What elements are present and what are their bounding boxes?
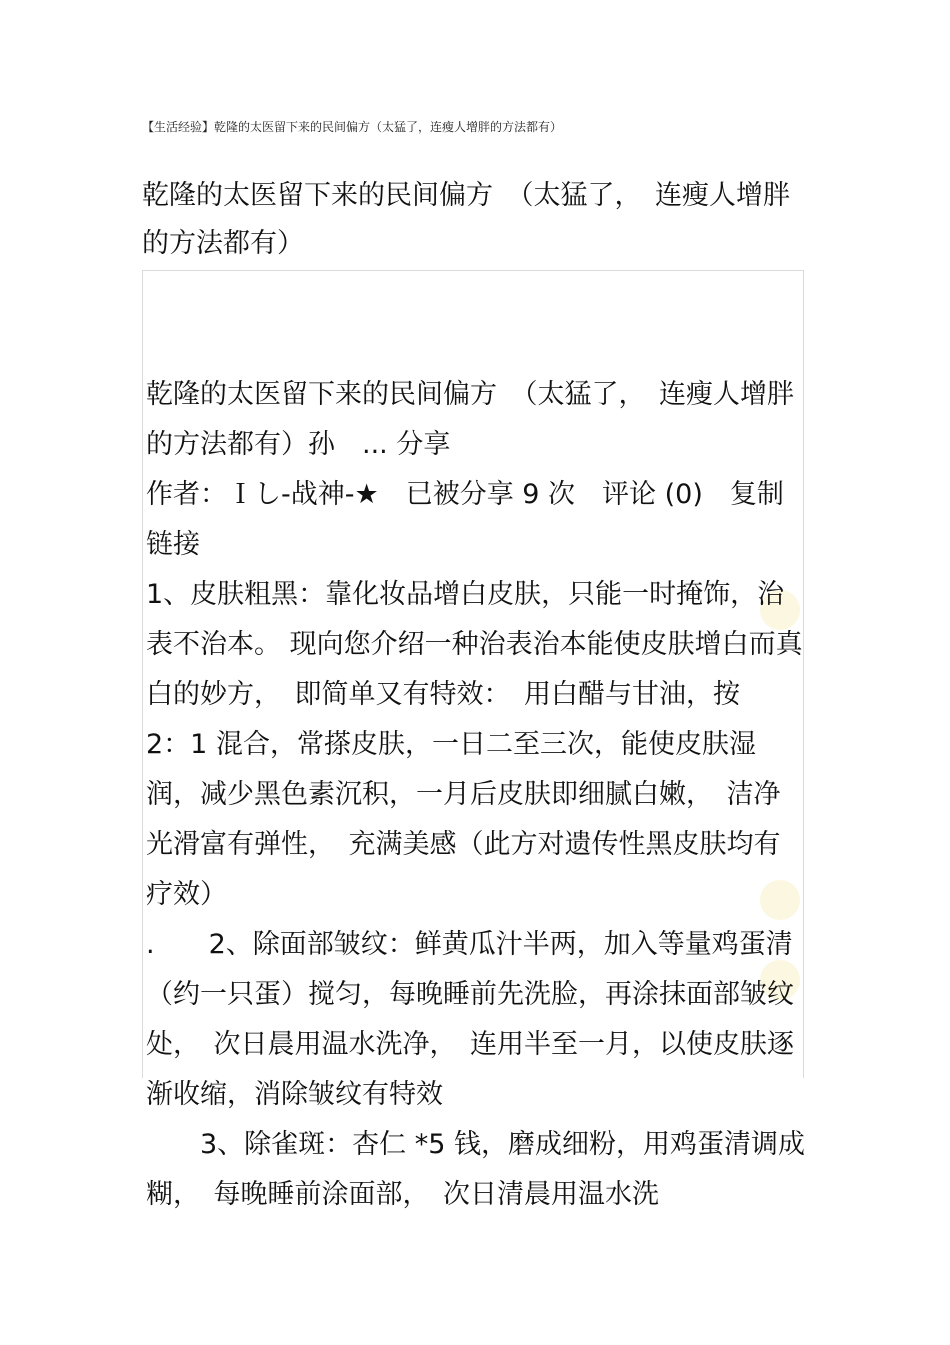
paragraph: . 2、除面部皱纹：鲜黄瓜汁半两，加入等量鸡蛋清（约一只蛋）搅匀，每晚睡前先洗脸，再涂抹面部皱纹处， 次日晨用温水洗净， 连用半至一月，以使皮肤逐渐收缩，消除皱纹有特效 (146, 929, 794, 1110)
paragraph: 1、皮肤粗黑：靠化妆品增白皮肤，只能一时掩饰，治表不治本。 现向您介绍一种治表治本能使皮肤增白而真白的妙方， 即简单又有特效： 用白醋与甘油，按 2：1 混合，常搽皮肤，一日二至三次，能使皮肤湿润，减少黑色素沉积，一月后皮肤即细腻白嫩， 洁净光滑富有弹性， 充满美感（此方对遗传性黑皮肤均有疗效） (146, 579, 803, 910)
sub-title: 乾隆的太医留下来的民间偏方 （太猛了， 连瘦人增胖的方法都有）孙 ... 分享 (146, 379, 794, 460)
header-line: 【生活经验】乾隆的太医留下来的民间偏方（太猛了，连瘦人增胖的方法都有） (142, 120, 563, 134)
main-title: 乾隆的太医留下来的民间偏方 （太猛了， 连瘦人增胖的方法都有） (142, 180, 790, 259)
article-meta: 作者：Ｉし-战神-★ 已被分享 9 次 评论 (0) 复制链接 (146, 479, 784, 560)
paragraph: 3、除雀斑：杏仁 *5 钱，磨成细粉，用鸡蛋清调成糊， 每晚睡前涂面部， 次日清晨用温水洗 (146, 1129, 806, 1210)
